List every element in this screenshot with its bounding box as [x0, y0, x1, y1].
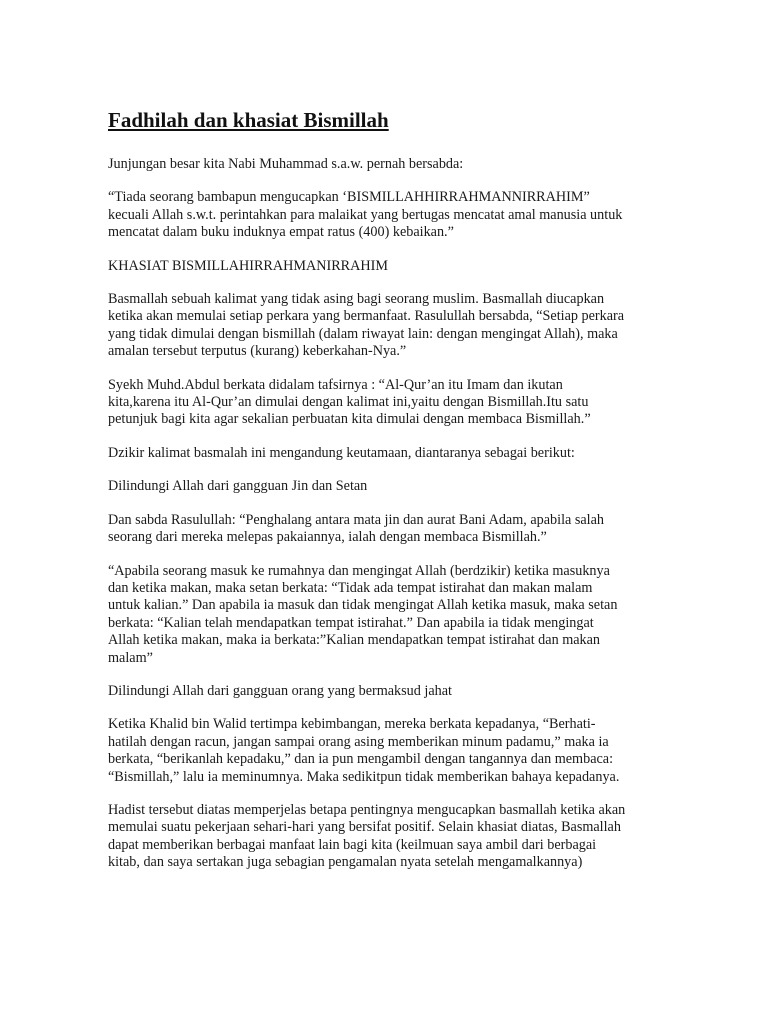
paragraph-intro: Junjungan besar kita Nabi Muhammad s.a.w. pernah bersabda:: [108, 156, 464, 172]
paragraph-hadith-quote: “Tiada seorang bambapun mengucapkan ‘BISMILLAHHIRRAHMANNIRRAHIM” kecuali Allah s.w.t. perintahkan para malaikat yang bertugas mencatat amal manusia untuk mencatat dalam buku induknya empat ratus (400) kebaikan.”: [108, 189, 623, 241]
paragraph-masuk-rumah: “Apabila seorang masuk ke rumahnya dan mengingat Allah (berdzikir) ketika masuknya dan ketika makan, maka setan berkata: “Tidak ada tempat istirahat dan makan malam untuk kalian.” Dan apabila ia masuk dan tidak mengingat Allah ketika masuk, maka setan berkata: “Kalian telah mendapatkan tempat istirahat.” Dan apabila ia tidak mengingat Allah ketika makan, maka ia berkata:”Kalian mendapatkan tempat istirahat dan makan malam”: [108, 562, 618, 666]
paragraph-khalid-bin-walid: Ketika Khalid bin Walid tertimpa kebimbangan, mereka berkata kepadanya, “Berhati- hatilah dengan racun, jangan sampai orang asing memberikan minum padamu,” maka ia berkata, “berikanlah kepadaku,” dan ia pun mengambil dengan tangannya dan membaca: “Bismillah,” lalu ia meminumnya. Maka sedikitpun tidak memberikan bahaya kepadanya.: [108, 716, 620, 785]
paragraph-sabda-rasulullah: Dan sabda Rasulullah: “Penghalang antara mata jin dan aurat Bani Adam, apabila salah seorang dari mereka melepas pakaiannya, ialah dengan membaca Bismillah.”: [108, 511, 605, 546]
page-title: Fadhilah dan khasiat Bismillah: [108, 108, 389, 132]
section-heading-khasiat: KHASIAT BISMILLAHIRRAHMANIRRAHIM: [108, 257, 388, 274]
paragraph-dzikir: Dzikir kalimat basmalah ini mengandung keutamaan, diantaranya sebagai berikut:: [108, 444, 575, 461]
subheading-orang-jahat: Dilindungi Allah dari gangguan orang yang bermaksud jahat: [108, 682, 452, 699]
paragraph-syekh-muhd-abdul: Syekh Muhd.Abdul berkata didalam tafsirnya : “Al-Qur’an itu Imam dan ikutan kita,karena itu Al-Qur’an dimulai dengan kalimat ini,yaitu dengan Bismillah.Itu satu petunjuk bagi kita agar sekalian perbuatan kita dimulai dengan membaca Bismillah.”: [108, 376, 591, 428]
subheading-jin-setan: Dilindungi Allah dari gangguan Jin dan Setan: [108, 478, 368, 495]
paragraph-basmallah: Basmallah sebuah kalimat yang tidak asing bagi seorang muslim. Basmallah diucapkan ketika akan memulai setiap perkara yang bermanfaat. Rasulullah bersabda, “Setiap perkara yang tidak dimulai dengan bismillah (dalam riwayat lain: dengan mengingat Allah), maka amalan tersebut terputus (kurang) keberkahan-Nya.”: [108, 291, 625, 360]
document-page: [108, 106, 668, 888]
paragraph-hadist-conclusion: Hadist tersebut diatas memperjelas betapa pentingnya mengucapkan basmallah ketika akan memulai suatu pekerjaan sehari-hari yang bersifat positif. Selain khasiat diatas, Basmallah dapat memberikan berbagai manfaat lain bagi kita (keilmuan saya ambil dari berbagai kitab, dan saya sertakan juga sebagian pengamalan nyata setelah mengamalkannya): [108, 801, 626, 871]
